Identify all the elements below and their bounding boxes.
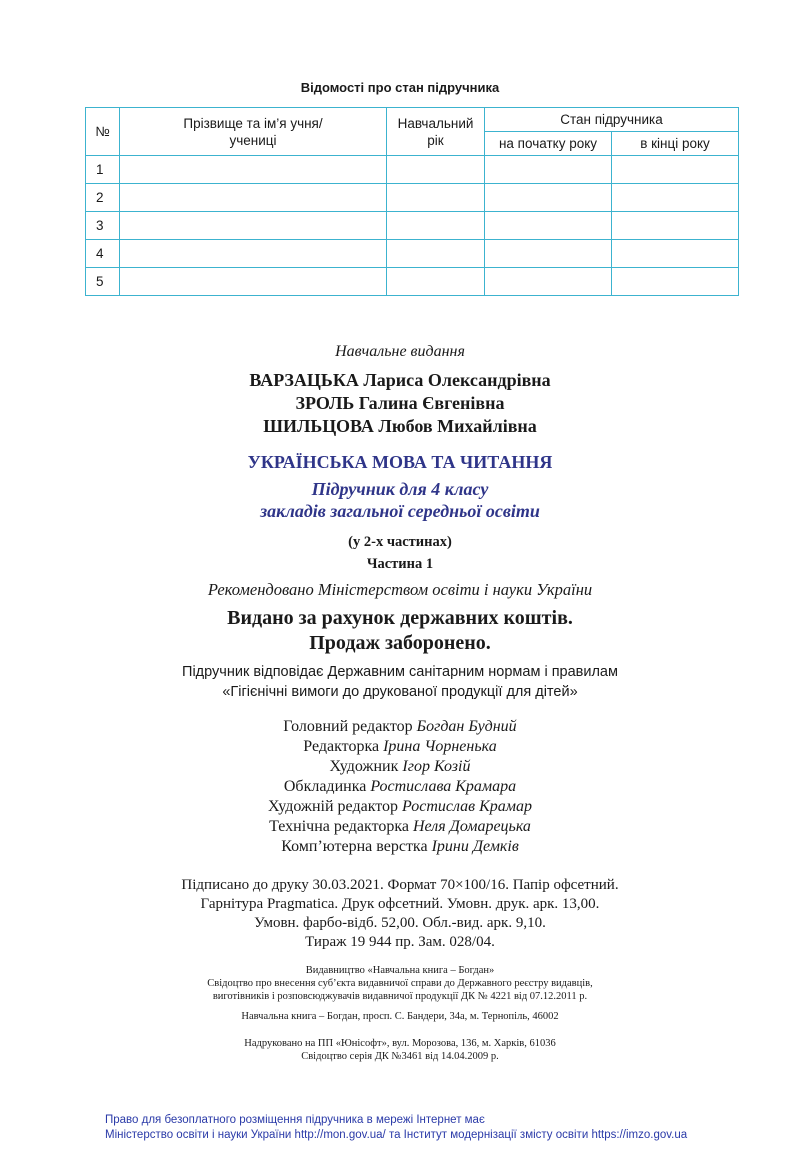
cell-end — [612, 156, 739, 184]
footer-note — [105, 1113, 687, 1143]
recommendation-note: Рекомендовано Міністерством освіти і науки України — [207, 580, 593, 599]
cell-start — [485, 268, 612, 296]
row-number: 3 — [86, 212, 120, 240]
author-name: ЗРОЛЬ Галина Євгенівна — [295, 393, 505, 413]
publisher-info — [0, 964, 800, 1003]
parts-note: (у 2-х частинах) — [348, 534, 452, 550]
credit-line — [0, 777, 800, 797]
row-number: 1 — [86, 156, 120, 184]
table-row — [86, 212, 739, 240]
publisher-line: виготівників і розповсюджувачів видавничої продукції ДК № 4221 від 07.12.2011 р. — [212, 991, 588, 1002]
edition-type: Навчальне видання — [335, 343, 465, 360]
row-number: 4 — [86, 240, 120, 268]
funding-line: Продаж заборонено. — [309, 632, 491, 654]
cell-start — [485, 156, 612, 184]
authors-block — [0, 369, 800, 438]
subtitle-line: Підручник для 4 класу — [311, 479, 489, 499]
print-info-line: Умовн. фарбо-відб. 52,00. Обл.-вид. арк. 9,10. — [254, 915, 546, 931]
author-name: ШИЛЬЦОВА Любов Михайлівна — [263, 416, 537, 436]
cell-name — [120, 156, 387, 184]
credit-role: Художній редактор — [268, 798, 399, 815]
footer-line: Право для безоплатного розміщення підручника в мережі Інтернет має — [105, 1114, 485, 1126]
textbook-status-table — [85, 107, 739, 296]
printer-info — [0, 1037, 800, 1063]
cell-year — [387, 240, 485, 268]
cell-end — [612, 212, 739, 240]
credit-line — [0, 817, 800, 837]
sanitary-line: «Гігієнічні вимоги до друкованої продукції для дітей» — [222, 684, 578, 700]
printer-line: Надруковано на ПП «Юнісофт», вул. Морозова, 136, м. Харків, 61036 — [244, 1038, 556, 1049]
printer-line: Свідоцтво серія ДК №3461 від 14.04.2009 р. — [301, 1051, 499, 1062]
cell-name — [120, 240, 387, 268]
print-info-line: Підписано до друку 30.03.2021. Формат 70×100/16. Папір офсетний. — [181, 877, 619, 893]
credit-line — [0, 757, 800, 777]
header-year: Навчальний рік — [387, 108, 485, 156]
cell-end — [612, 268, 739, 296]
print-info-line: Тираж 19 944 пр. Зам. 028/04. — [305, 934, 495, 950]
sanitary-line: Підручник відповідає Державним санітарним нормам і правилам — [182, 664, 618, 680]
credit-person: Богдан Будний — [416, 718, 517, 735]
header-condition: Стан підручника — [485, 108, 739, 132]
print-info — [0, 876, 800, 952]
header-name: Прізвище та ім’я учня/учениці — [120, 108, 387, 156]
credit-person: Ігор Козій — [402, 758, 471, 775]
credit-line — [0, 797, 800, 817]
credit-person: Ростислав Крамар — [402, 798, 532, 815]
funding-notice — [0, 606, 800, 656]
print-info-line: Гарнітура Pragmatica. Друк офсетний. Умовн. друк. арк. 13,00. — [200, 896, 600, 912]
row-number: 2 — [86, 184, 120, 212]
cell-end — [612, 240, 739, 268]
credit-role: Обкладинка — [283, 778, 367, 795]
credit-person: Ірина Чорненька — [383, 738, 497, 755]
cell-name — [120, 184, 387, 212]
table-row — [86, 156, 739, 184]
credit-role: Художник — [329, 758, 399, 775]
table-row — [86, 240, 739, 268]
cell-start — [485, 240, 612, 268]
credit-role: Технічна редакторка — [269, 818, 409, 835]
credit-person: Неля Домарецька — [412, 818, 531, 835]
sanitary-note — [0, 662, 800, 702]
credit-role: Редакторка — [303, 738, 380, 755]
credit-line — [0, 737, 800, 757]
credit-line — [0, 717, 800, 737]
header-start-of-year: на початку року — [485, 132, 612, 156]
table-title: Відомості про стан підручника — [300, 80, 500, 95]
header-number: № — [86, 108, 120, 156]
footer-line: Міністерство освіти і науки України http://mon.gov.ua/ та Інститут модернізації змісту освіти https://imzo.gov.ua — [105, 1129, 688, 1141]
author-name: ВАРЗАЦЬКА Лариса Олександрівна — [249, 370, 551, 390]
funding-line: Видано за рахунок державних коштів. — [227, 607, 573, 629]
header-end-of-year: в кінці року — [612, 132, 739, 156]
table-row — [86, 184, 739, 212]
cell-start — [485, 184, 612, 212]
publisher-line: Свідоцтво про внесення суб’єкта видавничої справи до Державного реєстру видавців, — [207, 978, 593, 989]
cell-name — [120, 212, 387, 240]
publisher-line: Видавництво «Навчальна книга – Богдан» — [305, 965, 495, 976]
cell-year — [387, 184, 485, 212]
table-row — [86, 268, 739, 296]
cell-year — [387, 268, 485, 296]
book-subtitle — [0, 478, 800, 522]
cell-end — [612, 184, 739, 212]
row-number: 5 — [86, 268, 120, 296]
cell-year — [387, 156, 485, 184]
credit-person: Ростислава Крамара — [370, 778, 517, 795]
cell-name — [120, 268, 387, 296]
credits-block — [0, 717, 800, 857]
subtitle-line: закладів загальної середньої освіти — [260, 501, 540, 521]
credit-line — [0, 837, 800, 857]
book-title: УКРАЇНСЬКА МОВА ТА ЧИТАННЯ — [247, 452, 553, 472]
cell-start — [485, 212, 612, 240]
publisher-address: Навчальна книга – Богдан, просп. С. Бандери, 34а, м. Тернопіль, 46002 — [241, 1011, 559, 1022]
part-number: Частина 1 — [366, 556, 434, 572]
credit-person: Ірини Демків — [431, 838, 519, 855]
credit-role: Головний редактор — [283, 718, 413, 735]
credit-role: Комп’ютерна верстка — [281, 838, 428, 855]
cell-year — [387, 212, 485, 240]
